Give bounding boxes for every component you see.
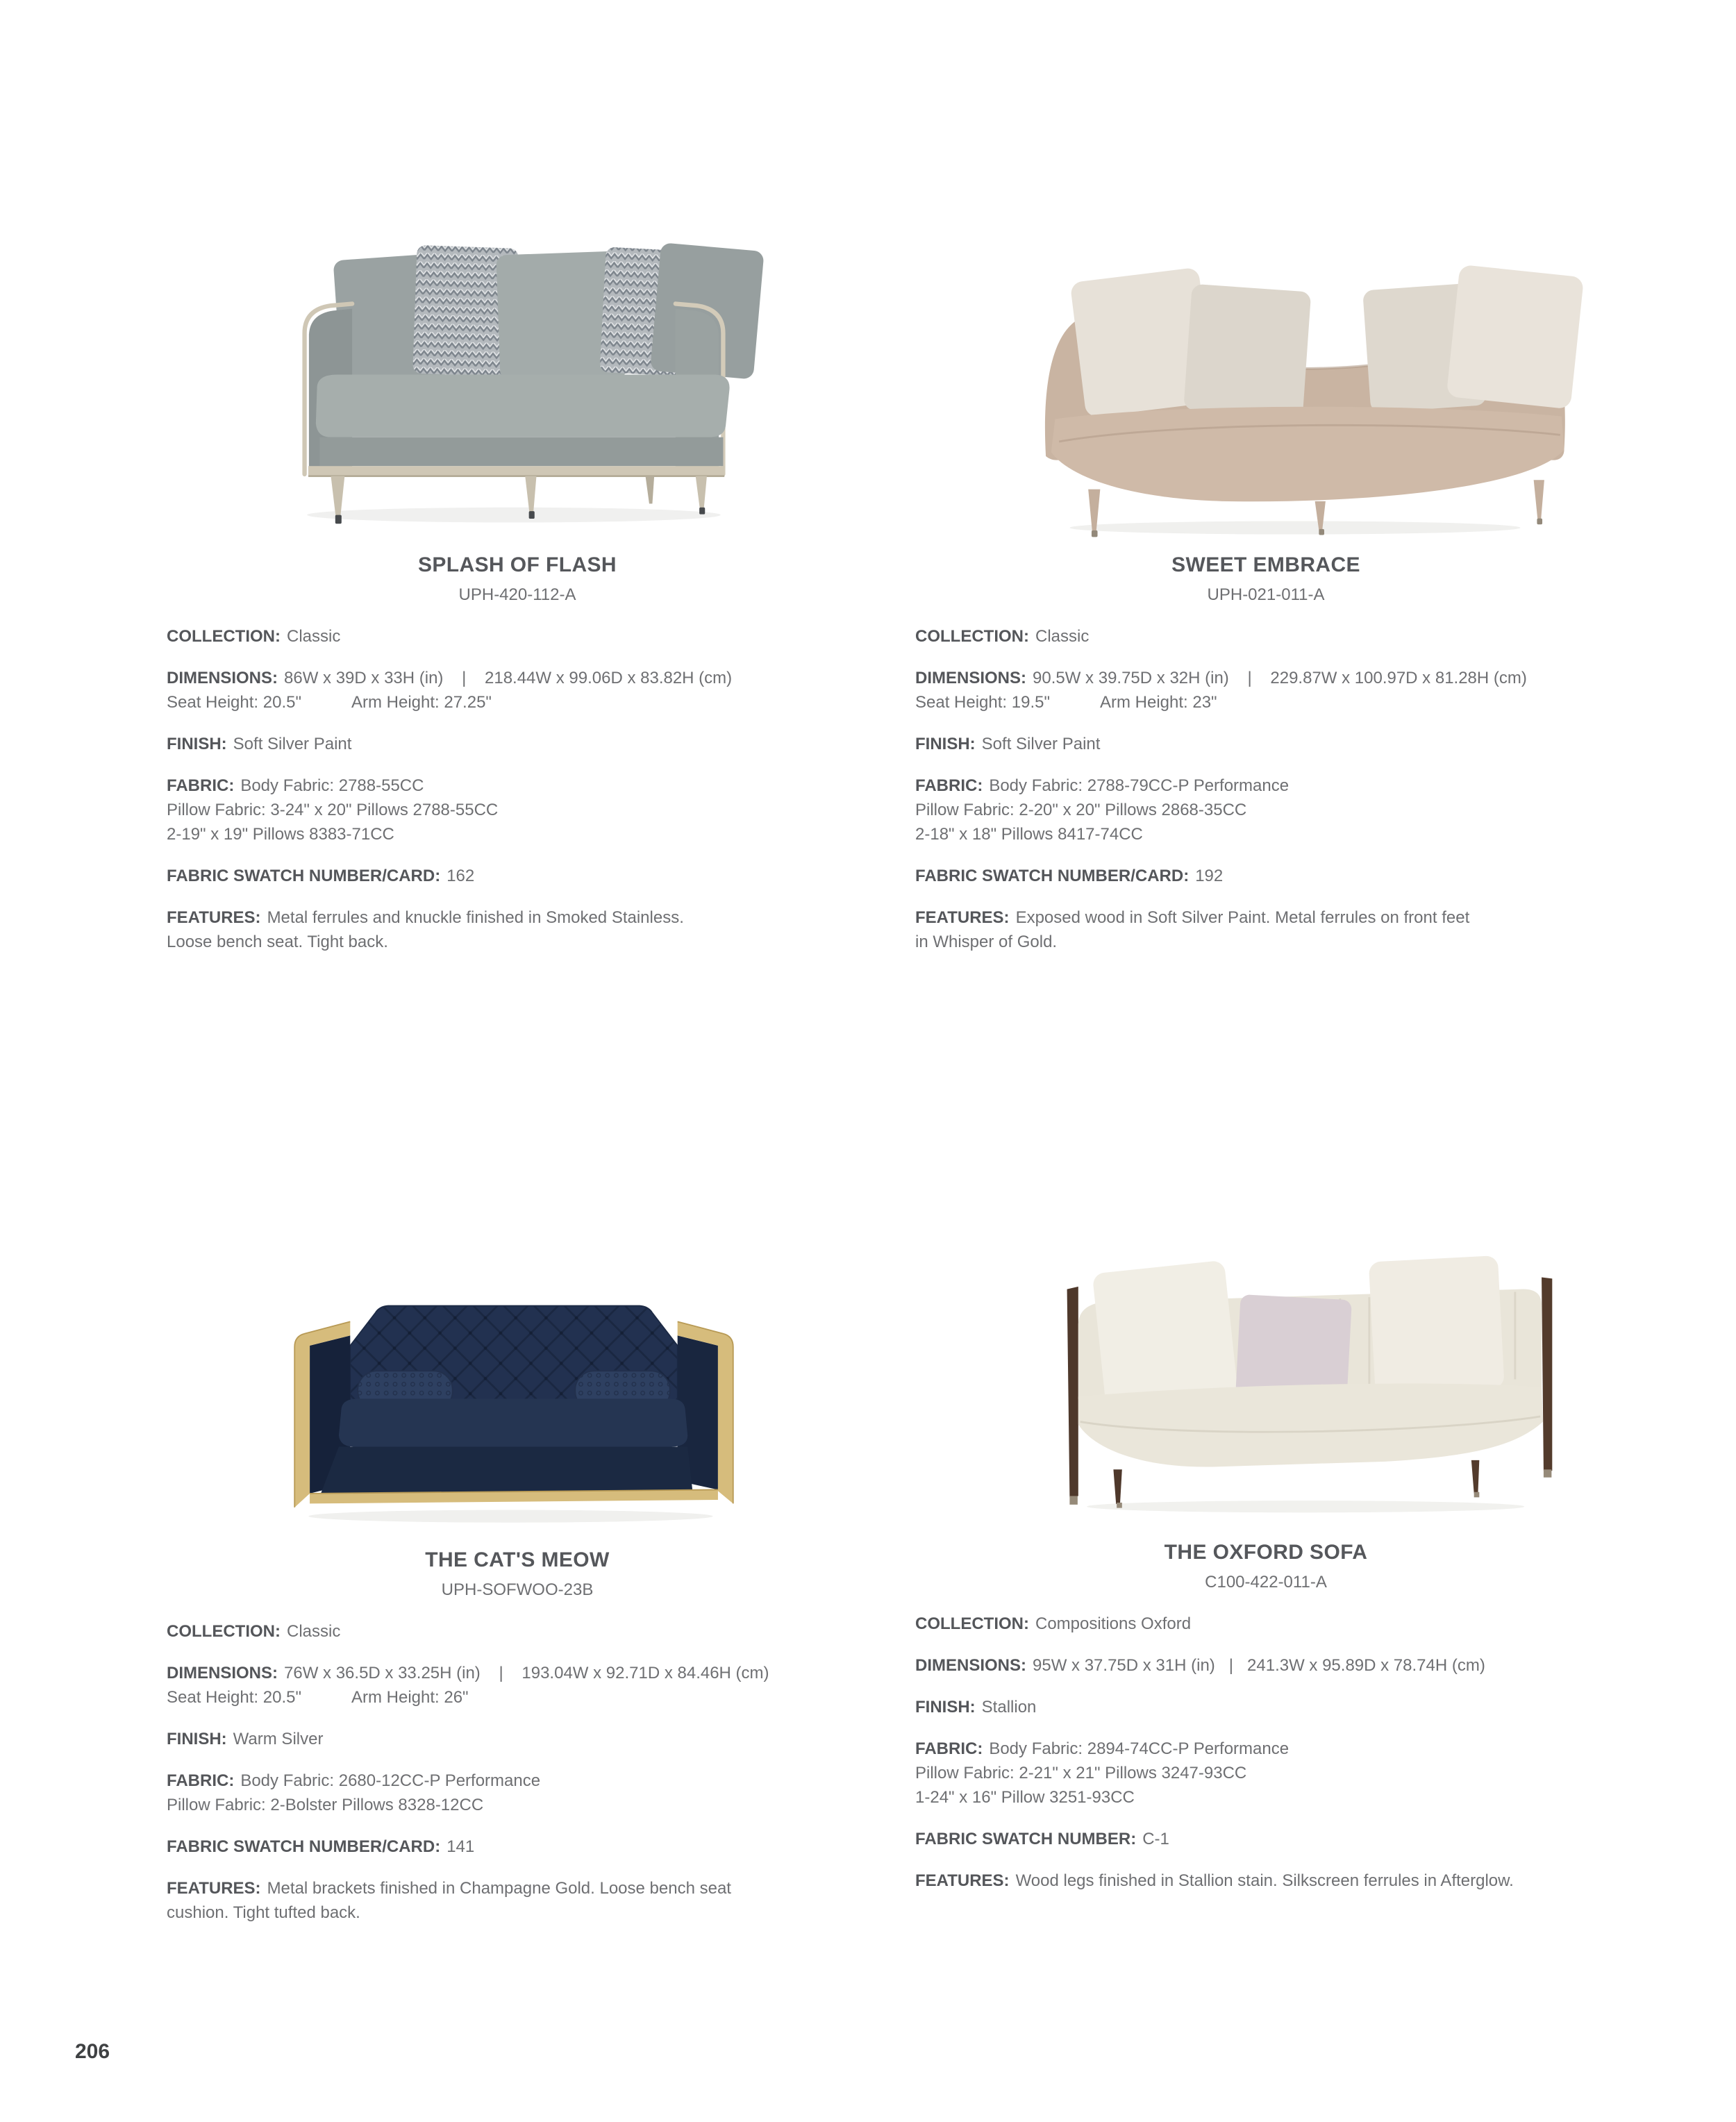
collection-row bbox=[915, 1612, 1617, 1636]
swatch-value: 192 bbox=[1195, 867, 1224, 885]
dimensions-label: DIMENSIONS: bbox=[915, 1656, 1027, 1675]
fabric-row bbox=[915, 1737, 1617, 1810]
features-row bbox=[915, 1869, 1617, 1893]
collection-value: Compositions Oxford bbox=[1035, 1614, 1192, 1633]
fabric-line1: Body Fabric: 2788-79CC-P Performance bbox=[989, 776, 1290, 795]
product-sku: C100-422-011-A bbox=[1205, 1573, 1327, 1591]
sofa-illustration-splash-of-flash bbox=[257, 201, 771, 528]
fabric-label: FABRIC: bbox=[915, 776, 983, 795]
product-info-the-oxford-sofa bbox=[915, 1539, 1617, 1893]
product-name: SPLASH OF FLASH bbox=[417, 553, 617, 576]
features-row bbox=[915, 905, 1617, 954]
sofa-illustration-sweet-embrace bbox=[1003, 222, 1587, 542]
features-label: FEATURES: bbox=[167, 1879, 261, 1898]
dimensions-row bbox=[167, 666, 868, 715]
features-line2: Loose bench seat. Tight back. bbox=[167, 933, 388, 951]
fabric-label: FABRIC: bbox=[167, 776, 235, 795]
dimensions-value: 86W x 39D x 33H (in) | 218.44W x 99.06D x 83.82H (cm) bbox=[284, 669, 733, 687]
dimensions-label: DIMENSIONS: bbox=[915, 669, 1027, 687]
finish-label: FINISH: bbox=[167, 735, 227, 753]
finish-row bbox=[915, 1695, 1617, 1719]
finish-label: FINISH: bbox=[915, 735, 976, 753]
dimensions-value: 95W x 37.75D x 31H (in) | 241.3W x 95.89D x 78.74H (cm) bbox=[1033, 1656, 1485, 1675]
finish-value: Soft Silver Paint bbox=[233, 735, 352, 753]
seat-height: Seat Height: 19.5" bbox=[915, 693, 1050, 712]
fabric-line3: 1-24" x 16" Pillow 3251-93CC bbox=[915, 1788, 1135, 1807]
swatch-value: C-1 bbox=[1142, 1830, 1169, 1848]
seat-height: Seat Height: 20.5" bbox=[167, 1688, 301, 1707]
product-image-splash-of-flash bbox=[257, 201, 771, 528]
seat-height: Seat Height: 20.5" bbox=[167, 693, 301, 712]
swatch-row bbox=[167, 864, 868, 888]
dimensions-row bbox=[915, 666, 1617, 715]
swatch-label: FABRIC SWATCH NUMBER: bbox=[915, 1830, 1137, 1848]
features-line1: Wood legs finished in Stallion stain. Silkscreen ferrules in Afterglow. bbox=[1015, 1871, 1514, 1890]
features-label: FEATURES: bbox=[915, 1871, 1010, 1890]
fabric-line2: Pillow Fabric: 2-Bolster Pillows 8328-12CC bbox=[167, 1796, 484, 1814]
fabric-line3: 2-19" x 19" Pillows 8383-71CC bbox=[167, 825, 394, 844]
dimensions-value: 90.5W x 39.75D x 32H (in) | 229.87W x 100.97D x 81.28H (cm) bbox=[1033, 669, 1527, 687]
fabric-label: FABRIC: bbox=[915, 1739, 983, 1758]
collection-label: COLLECTION: bbox=[915, 1614, 1029, 1633]
dimensions-value: 76W x 36.5D x 33.25H (in) | 193.04W x 92.71D x 84.46H (cm) bbox=[284, 1664, 769, 1682]
product-sku: UPH-420-112-A bbox=[458, 585, 576, 604]
collection-row bbox=[167, 1619, 868, 1644]
swatch-row bbox=[915, 864, 1617, 888]
features-line2: in Whisper of Gold. bbox=[915, 933, 1058, 951]
fabric-line2: Pillow Fabric: 2-21" x 21" Pillows 3247-93CC bbox=[915, 1764, 1247, 1782]
product-sku: UPH-SOFWOO-23B bbox=[441, 1580, 594, 1599]
page-number: 206 bbox=[75, 2040, 110, 2063]
features-row bbox=[167, 1876, 868, 1925]
collection-label: COLLECTION: bbox=[915, 627, 1029, 646]
fabric-line2: Pillow Fabric: 3-24" x 20" Pillows 2788-55CC bbox=[167, 801, 499, 819]
finish-label: FINISH: bbox=[915, 1698, 976, 1716]
product-info-sweet-embrace bbox=[915, 552, 1617, 954]
fabric-row bbox=[915, 774, 1617, 846]
features-label: FEATURES: bbox=[915, 908, 1010, 927]
product-image-the-cats-meow bbox=[253, 1212, 774, 1528]
product-image-sweet-embrace bbox=[1003, 222, 1587, 542]
swatch-value: 162 bbox=[446, 867, 475, 885]
collection-value: Classic bbox=[1035, 627, 1090, 646]
collection-value: Classic bbox=[286, 1622, 341, 1641]
fabric-line1: Body Fabric: 2894-74CC-P Performance bbox=[989, 1739, 1290, 1758]
product-name: THE OXFORD SOFA bbox=[1164, 1541, 1368, 1564]
collection-label: COLLECTION: bbox=[167, 1622, 281, 1641]
fabric-line2: Pillow Fabric: 2-20" x 20" Pillows 2868-35CC bbox=[915, 801, 1247, 819]
finish-value: Soft Silver Paint bbox=[981, 735, 1101, 753]
arm-height: Arm Height: 23" bbox=[1099, 693, 1217, 712]
fabric-row bbox=[167, 774, 868, 846]
swatch-label: FABRIC SWATCH NUMBER/CARD: bbox=[167, 1837, 441, 1856]
finish-row bbox=[167, 732, 868, 756]
dimensions-label: DIMENSIONS: bbox=[167, 669, 278, 687]
arm-height: Arm Height: 27.25" bbox=[351, 693, 492, 712]
finish-label: FINISH: bbox=[167, 1730, 227, 1748]
sofa-illustration-the-cats-meow bbox=[253, 1212, 774, 1528]
product-name: THE CAT'S MEOW bbox=[425, 1548, 610, 1571]
product-image-the-oxford-sofa bbox=[1014, 1226, 1604, 1517]
features-line1: Metal ferrules and knuckle finished in Smoked Stainless. bbox=[267, 908, 684, 927]
swatch-row bbox=[915, 1827, 1617, 1851]
collection-value: Classic bbox=[286, 627, 341, 646]
collection-label: COLLECTION: bbox=[167, 627, 281, 646]
dimensions-row bbox=[167, 1661, 868, 1710]
arm-height: Arm Height: 26" bbox=[351, 1688, 469, 1707]
dimensions-row bbox=[915, 1653, 1617, 1678]
features-label: FEATURES: bbox=[167, 908, 261, 927]
fabric-line1: Body Fabric: 2788-55CC bbox=[240, 776, 424, 795]
features-line1: Exposed wood in Soft Silver Paint. Metal ferrules on front feet bbox=[1015, 908, 1470, 927]
finish-value: Warm Silver bbox=[233, 1730, 324, 1748]
product-name: SWEET EMBRACE bbox=[1171, 553, 1360, 576]
finish-row bbox=[915, 732, 1617, 756]
sofa-illustration-the-oxford-sofa bbox=[1014, 1226, 1604, 1517]
finish-value: Stallion bbox=[981, 1698, 1037, 1716]
product-sku: UPH-021-011-A bbox=[1207, 585, 1325, 604]
features-line1: Metal brackets finished in Champagne Gold. Loose bench seat bbox=[267, 1879, 731, 1898]
swatch-value: 141 bbox=[446, 1837, 475, 1856]
features-line2: cushion. Tight tufted back. bbox=[167, 1903, 360, 1922]
fabric-line3: 2-18" x 18" Pillows 8417-74CC bbox=[915, 825, 1143, 844]
collection-row bbox=[167, 624, 868, 649]
collection-row bbox=[915, 624, 1617, 649]
fabric-row bbox=[167, 1769, 868, 1817]
swatch-row bbox=[167, 1835, 868, 1859]
features-row bbox=[167, 905, 868, 954]
fabric-label: FABRIC: bbox=[167, 1771, 235, 1790]
product-info-splash-of-flash bbox=[167, 552, 868, 954]
dimensions-label: DIMENSIONS: bbox=[167, 1664, 278, 1682]
swatch-label: FABRIC SWATCH NUMBER/CARD: bbox=[915, 867, 1190, 885]
swatch-label: FABRIC SWATCH NUMBER/CARD: bbox=[167, 867, 441, 885]
finish-row bbox=[167, 1727, 868, 1751]
fabric-line1: Body Fabric: 2680-12CC-P Performance bbox=[240, 1771, 541, 1790]
product-info-the-cats-meow bbox=[167, 1547, 868, 1925]
